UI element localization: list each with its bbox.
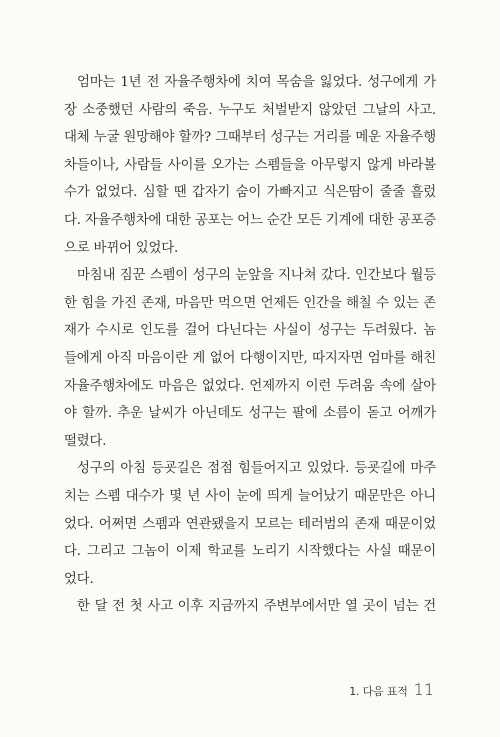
text-line: 수가 없었다. 심할 땐 갑자기 숨이 가빠지고 식은땀이 줄줄 흘렀 <box>64 185 436 201</box>
page-number: 11 <box>413 680 434 699</box>
text-line: 다. 그리고 그놈이 이제 학교를 노리기 시작했다는 사실 때문이 <box>64 544 436 560</box>
text-line: 엄마는 1년 전 자율주행차에 치여 목숨을 잃었다. 성구에게 가 <box>77 75 436 90</box>
text-line: 치는 스펨 대수가 몇 년 사이 눈에 띄게 늘어났기 때문만은 아니 <box>64 488 436 504</box>
text-line: 차들이나, 사람들 사이를 오가는 스펨들을 아무렇지 않게 바라볼 <box>64 157 436 173</box>
text-line: 들에게 아직 마음이란 게 없어 다행이지만, 따지자면 엄마를 해친 <box>64 350 436 366</box>
chapter-title: 1. 다음 표적 <box>349 685 408 698</box>
text-line: 다. 자율주행차에 대한 공포는 어느 순간 모든 기계에 대한 공포증 <box>64 212 436 228</box>
text-line: 마침내 짐꾼 스펨이 성구의 눈앞을 지나쳐 갔다. 인간보다 월등 <box>77 268 436 284</box>
body-text <box>64 69 436 621</box>
text-line: 장 소중했던 사람의 죽음. 누구도 처벌받지 않았던 그날의 사고. <box>64 102 436 118</box>
text-line: 대체 누굴 원망해야 할까? 그때부터 성구는 거리를 메운 자율주행 <box>64 130 436 146</box>
text-line: 야 할까. 추운 날씨가 아닌데도 성구는 팔에 소름이 돋고 어깨가 <box>64 406 436 422</box>
text-line: 으로 바뀌어 있었다. <box>64 240 179 256</box>
text-line: 자율주행차에도 마음은 없었다. 언제까지 이런 두려움 속에 살아 <box>64 378 436 394</box>
text-line: 었다. <box>64 571 94 587</box>
text-line: 성구의 아침 등굣길은 점점 힘들어지고 있었다. 등굣길에 마주 <box>77 461 436 477</box>
text-line: 한 힘을 가진 존재, 마음만 먹으면 언제든 인간을 해칠 수 있는 존 <box>64 295 436 311</box>
text-line: 떨렸다. <box>64 433 107 449</box>
text-line: 한 달 전 첫 사고 이후 지금까지 주변부에서만 열 곳이 넘는 건 <box>77 599 436 615</box>
text-line: 재가 수시로 인도를 걸어 다닌다는 사실이 성구는 두려웠다. 놈 <box>64 323 436 339</box>
text-line: 었다. 어쩌면 스펨과 연관됐을지 모르는 테러범의 존재 때문이었 <box>64 516 436 532</box>
page-footer <box>349 680 434 699</box>
